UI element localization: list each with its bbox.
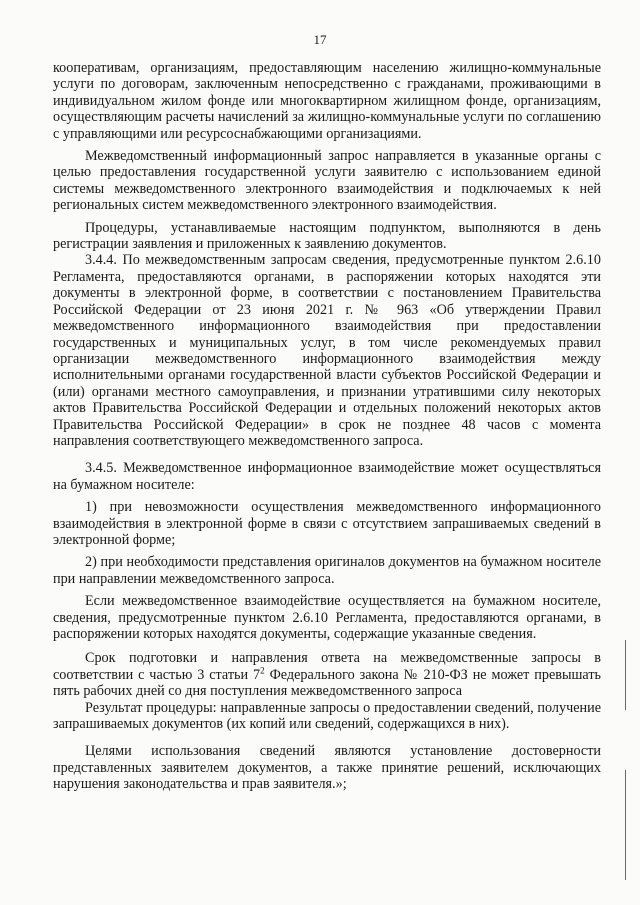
scan-edge-mark <box>625 640 626 710</box>
paragraph-deadline <box>53 650 601 699</box>
paragraph-interagency-request: Межведомственный информационный запрос направляется в указанные органы с целью предоставления государственной услуги заявителю с использованием единой системы межведомственного электронного взаимодействия и подключаемых к ней региональных систем межведомственного электронного взаимодействия. <box>53 148 601 214</box>
paragraph-3-4-4: 3.4.4. По межведомственным запросам сведения, предусмотренные пунктом 2.6.10 Регламента, предоставляются органами, в распоряжении которых находятся эти документы в электронной форме, в соответствии с постановлением Правительства Российской Федерации от 23 июня 2021 г. № 963 «Об утверждении Правил межведомственного информационного взаимодействия при предоставлении государственных и муниципальных услуг, в том числе рекомендуемых правил организации межведомственного информационного взаимодействия между исполнительными органами государственной власти субъектов Российской Федерации и (или) органами местного самоуправления, и признании утратившими силу некоторых актов Правительства Российской Федерации и отдельных положений некоторых актов Правительства Российской Федерации» в срок не позднее 48 часов с момента направления соответствующего межведомственного запроса. <box>53 252 601 449</box>
list-item-2: 2) при необходимости представления оригиналов документов на бумажном носителе при направлении межведомственного запроса. <box>53 554 601 587</box>
paragraph-result: Результат процедуры: направленные запросы о предоставлении сведений, получение запрашиваемых документов (их копий или сведений, содержащихся в них). <box>53 699 601 733</box>
deadline-text-end: Федерального закона № 210-ФЗ не может превышать пять рабочих дней со дня поступления межведомственного запроса <box>53 666 601 700</box>
paragraph-purposes: Целями использования сведений являются установление достоверности представленных заявителем документов, а также принятие решений, исключающих нарушения законодательства и прав заявителя.»; <box>53 743 601 793</box>
deadline-superscript: 2 <box>260 665 265 676</box>
paragraph-procedures-day: Процедуры, устанавливаемые настоящим подпунктом, выполняются в день регистрации заявления и приложенных к заявлению документов. <box>53 219 601 253</box>
deadline-text-start: Срок подготовки и направления ответа на межведомственные запросы в соответствии с частью 3 статьи 7 <box>53 650 601 683</box>
document-body <box>53 60 601 793</box>
paragraph-paper-interaction: Если межведомственное взаимодействие осуществляется на бумажном носителе, сведения, предусмотренные пунктом 2.6.10 Регламента, предоставляются органами, в распоряжении которых находятся документы, содержащие указанные сведения. <box>53 593 601 642</box>
list-item-1: 1) при невозможности осуществления межведомственного информационного взаимодействия в электронной форме в связи с отсутствием запрашиваемых сведений в электронной форме; <box>53 499 601 548</box>
paragraph-3-4-5: 3.4.5. Межведомственное информационное взаимодействие может осуществляться на бумажном носителе: <box>53 460 601 493</box>
page-number: 17 <box>313 32 327 47</box>
scan-edge-mark <box>625 770 626 880</box>
paragraph-continuation: кооперативам, организациям, предоставляющим населению жилищно-коммунальные услуги по договорам, заключенным непосредственно с гражданами, проживающими в индивидуальном жилом фонде или многоквартирном жилищном фонде, организациям, осуществляющим расчеты начислений за жилищно-коммунальные услуги по соглашению с управляющими или ресурсоснабжающими организациями. <box>53 60 601 142</box>
